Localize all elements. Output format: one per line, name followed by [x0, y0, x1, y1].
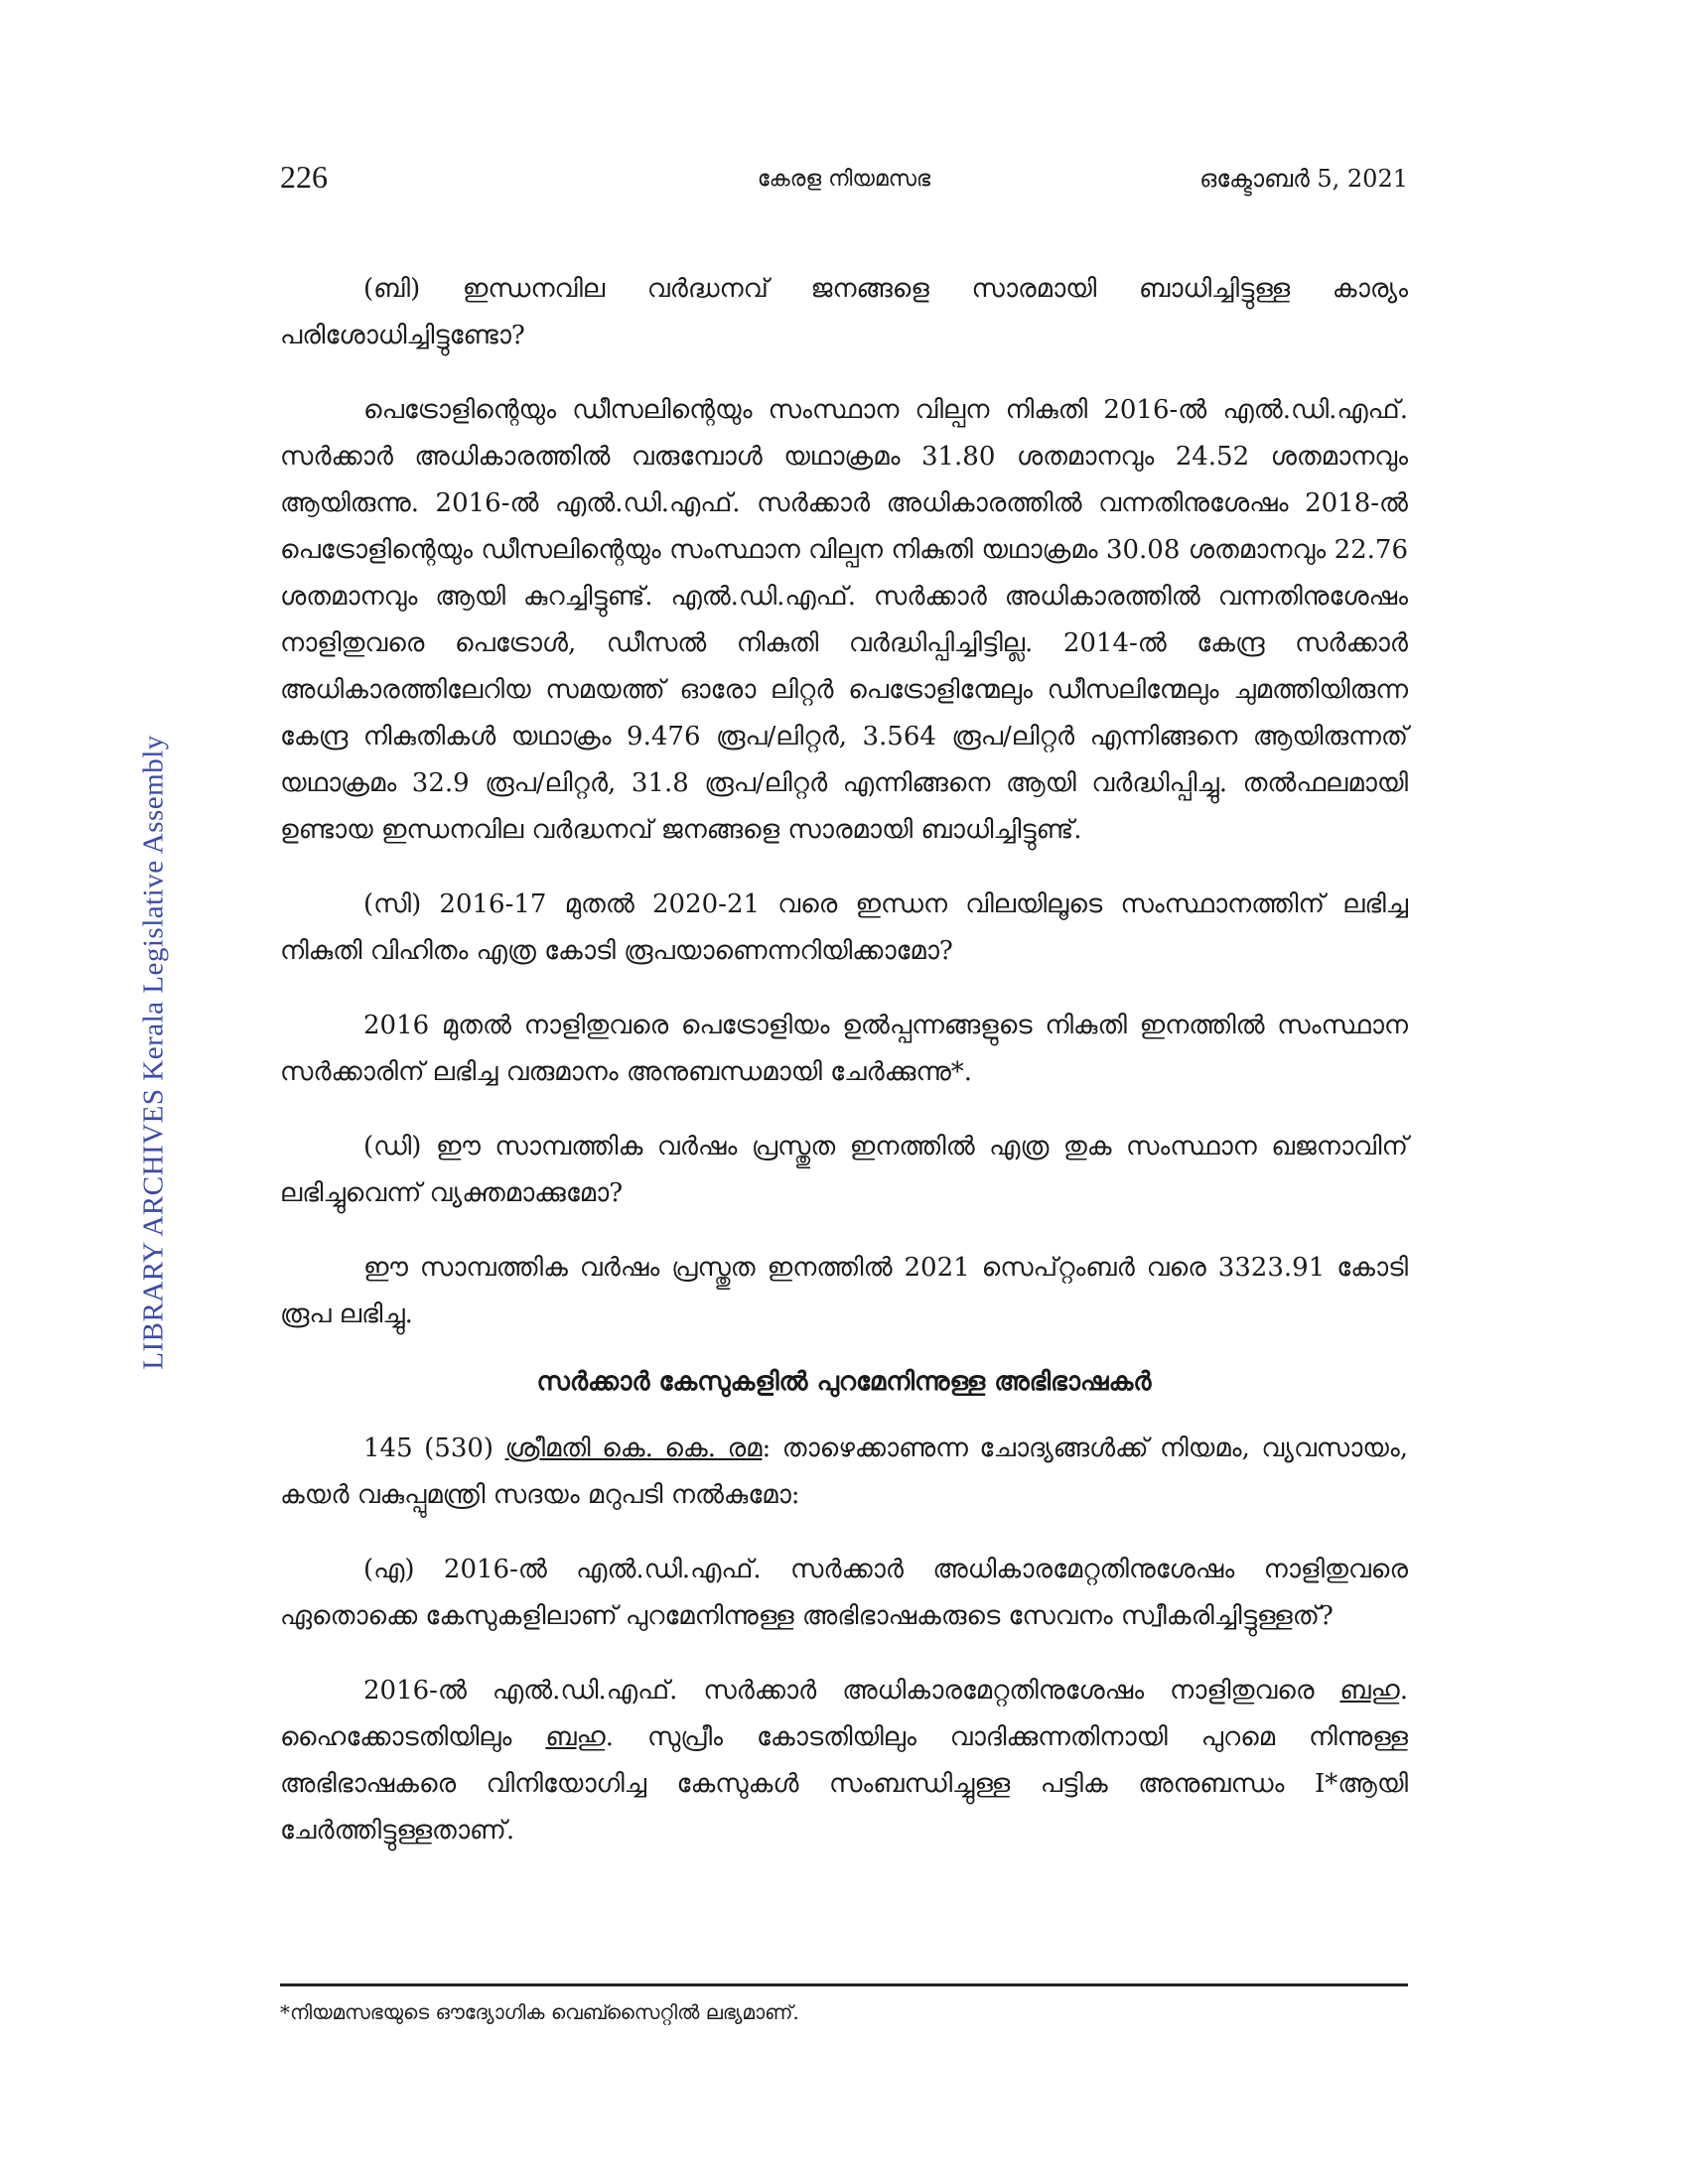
question-intro-text: : താഴെക്കാണുന്ന ചോദ്യങ്ങൾക്ക് നിയമം, വ്യവസായം, കയർ വകുപ്പുമന്ത്രി സദയം മറുപടി നൽകുമോ: — [280, 1433, 1408, 1510]
bahu-abbrev: ബഹു — [545, 1722, 606, 1752]
bahu-abbrev: ബഹു — [1339, 1676, 1400, 1706]
answer-b: പെട്രോളിന്റെയും ഡീസലിന്റെയും സംസ്ഥാന വില്പന നികുതി 2016-ൽ എൽ.ഡി.എഫ്. സർക്കാർ അധികാരത്തിൽ വരുമ്പോൾ യഥാക്രമം 31.80 ശതമാനവും 24.52 ശതമാനവും ആയിരുന്നു. 2016-ൽ എൽ.ഡി.എഫ്. സർക്കാർ അധികാരത്തിൽ വന്നതിനുശേഷം 2018-ൽ പെട്രോളിന്റെയും ഡീസലിന്റെയും സംസ്ഥാന വില്പന നികുതി യഥാക്രമം 30.08 ശതമാനവും 22.76 ശതമാനവും ആയി കുറച്ചിട്ടുണ്ട്. എൽ.ഡി.എഫ്. സർക്കാർ അധികാരത്തിൽ വന്നതിനുശേഷം നാളിതുവരെ പെട്രോൾ, ഡീസൽ നികുതി വർദ്ധിപ്പിച്ചിട്ടില്ല. 2014-ൽ കേന്ദ്ര സർക്കാർ അധികാരത്തിലേറിയ സമയത്ത് ഓരോ ലിറ്റർ പെട്രോളിന്മേലും ഡീസലിന്മേലും ചുമത്തിയിരുന്ന കേന്ദ്ര നികുതികൾ യഥാക്രം 9.476 രൂപ/ലിറ്റർ, 3.564 രൂപ/ലിറ്റർ എന്നിങ്ങനെ ആയിരുന്നത് യഥാക്രമം 32.9 രൂപ/ലിറ്റർ, 31.8 രൂപ/ലിറ്റർ എന്നിങ്ങനെ ആയി വർദ്ധിപ്പിച്ചു. തൽഫലമായി ഉണ്ടായ ഇന്ധനവില വർദ്ധനവ് ജനങ്ങളെ സാരമായി ബാധിച്ചിട്ടുണ്ട്. — [280, 395, 1408, 845]
question-a: (എ) 2016-ൽ എൽ.ഡി.എഫ്. സർക്കാർ അധികാരമേറ്റതിനുശേഷം നാളിതുവരെ ഏതൊക്കെ കേസുകളിലാണ് പുറമേനിന്നുള്ള അഭിഭാഷകരുടെ സേവനം സ്വീകരിച്ചിട്ടുള്ളത്? — [280, 1555, 1408, 1631]
footnote: *നിയമസഭയുടെ ഔദ്യോഗിക വെബ്സൈറ്റിൽ ലഭ്യമാണ്. — [280, 2000, 799, 2024]
answer-a — [280, 1668, 1408, 1854]
section-heading: സർക്കാർ കേസുകളിൽ പുറമേനിന്നുള്ള അഭിഭാഷകർ — [536, 1367, 1152, 1397]
page-header — [280, 159, 1408, 205]
question-number: 145 (530) — [363, 1433, 505, 1463]
page-body — [280, 266, 1408, 1882]
header-date: ഒക്ടോബർ 5, 2021 — [1199, 165, 1408, 193]
question-d: (ഡി) ഈ സാമ്പത്തിക വർഷം പ്രസ്തുത ഇനത്തിൽ എത്ര തുക സംസ്ഥാന ഖജനാവിന് ലഭിച്ചുവെന്ന് വ്യക്തമാക്കുമോ? — [280, 1132, 1408, 1208]
answer-c: 2016 മുതൽ നാളിതുവരെ പെട്രോളിയം ഉൽപ്പന്നങ്ങളുടെ നികുതി ഇനത്തിൽ സംസ്ഥാന സർക്കാരിന് ലഭിച്ച വരുമാനം അനുബന്ധമായി ചേർക്കുന്നു*. — [280, 1011, 1408, 1087]
question-c: (സി) 2016-17 മുതൽ 2020-21 വരെ ഇന്ധന വിലയിലൂടെ സംസ്ഥാനത്തിന് ലഭിച്ച നികുതി വിഹിതം എത്ര കോടി രൂപയാണെന്നറിയിക്കാമോ? — [280, 889, 1408, 966]
question-b: (ബി) ഇന്ധനവില വർദ്ധനവ് ജനങ്ങളെ സാരമായി ബാധിച്ചിട്ടുള്ള കാര്യം പരിശോധിച്ചിട്ടുണ്ടോ? — [280, 274, 1408, 350]
question-145-intro — [280, 1426, 1408, 1519]
member-name: ശ്രീമതി കെ. കെ. രമ — [504, 1433, 763, 1463]
page-number: 226 — [280, 159, 328, 195]
answer-d: ഈ സാമ്പത്തിക വർഷം പ്രസ്തുത ഇനത്തിൽ 2021 സെപ്റ്റംബർ വരെ 3323.91 കോടി രൂപ ലഭിച്ചു. — [280, 1253, 1408, 1329]
footnote-rule — [280, 1983, 1408, 1986]
running-title: കേരള നിയമസഭ — [757, 167, 931, 192]
watermark-text: LIBRARY ARCHIVES Kerala Legislative Assembly — [137, 735, 170, 1370]
answer-a-text: 2016-ൽ എൽ.ഡി.എഫ്. സർക്കാർ അധികാരമേറ്റതിനുശേഷം നാളിതുവരെ — [363, 1676, 1340, 1706]
answer-a-text: . സുപ്രീം കോടതിയിലും വാദിക്കുന്നതിനായി പുറമെ നിന്നുള്ള അഭിഭാഷകരെ വിനിയോഗിച്ച കേസുകൾ സംബന്ധിച്ചുള്ള പട്ടിക അനുബന്ധം I*ആയി ചേർത്തിട്ടുള്ളതാണ്. — [280, 1722, 1408, 1845]
answer-a-text: . ഹൈക്കോടതിയിലും — [280, 1676, 1408, 1752]
